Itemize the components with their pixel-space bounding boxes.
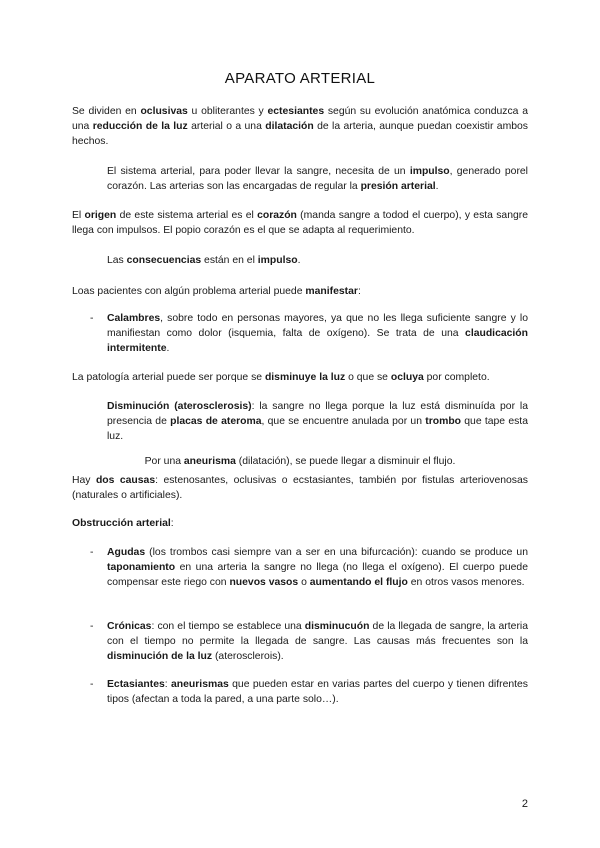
text: : [164,679,172,690]
paragraph-consecuencias [107,253,528,268]
bold-term: corazón [257,210,297,221]
paragraph-sistema [107,164,528,194]
bullet-ectasiantes [107,677,528,707]
text: El sistema arterial, para poder llevar la sangre, necesita de un [107,166,410,177]
bold-term: impulso [409,166,450,177]
bullet-agudas [107,545,528,590]
text: : [170,518,174,529]
text: Se dividen en [72,106,141,117]
bold-term: ectesiantes [267,106,325,117]
bold-term: dos causas [95,475,156,486]
text: . [435,181,439,192]
bold-term: Obstrucción arterial [72,518,171,529]
bold-term: Calambres [107,313,161,324]
paragraph-intro [72,104,528,149]
bold-term: disminuye la luz [264,372,346,383]
text: : [357,286,361,297]
bold-term: nuevos vasos [229,577,299,588]
text: en otros vasos menores. [407,577,525,588]
bold-term: oclusivas [140,106,188,117]
text: de este sistema arterial es el [116,210,258,221]
paragraph-disminucion [107,399,528,444]
text: . [166,343,170,354]
text: (dilatación), se puede llegar a disminuir el flujo. [235,456,456,468]
text: Por una [144,456,184,468]
paragraph-origen [72,208,528,238]
bold-term: manifestar [305,286,358,297]
text: por completo. [423,372,490,383]
bold-term: aneurismas [171,679,229,690]
text: (aterosclerois). [212,651,284,662]
bold-term: Agudas [107,547,146,558]
page-title: APARATO ARTERIAL [224,70,376,87]
bold-term: aneurisma [183,456,236,468]
text: : la sangre no llega porque la luz está disminuída por la presencia de [107,401,528,427]
bullet-dash: - [90,621,94,632]
bold-term: presión arterial [360,181,436,192]
text: : con el tiempo se establece una [151,621,305,632]
bold-term: reducción de la luz [92,121,188,132]
page-number: 2 [521,798,528,810]
text: que pueden estar en varias partes del cuerpo y tienen difrentes tipos (afectan a toda la pared, a una parte solo…). [107,679,528,705]
paragraph-patologia [72,370,528,385]
text: , generado porel corazón. Las arterias son las encargadas de regular la [107,166,528,192]
paragraph-causas [72,473,528,503]
text: Las [107,255,127,266]
bullet-calambres [107,311,528,356]
bold-term: disminucuón [304,621,370,632]
text: Loas pacientes con algún problema arterial puede [72,286,306,297]
text: , sobre todo en personas mayores, ya que no les llega suficiente sangre y lo manifiestan como dolor (isquemia, falta de oxígeno). Se trata de una [107,313,528,339]
text: que tape esta luz. [107,416,528,442]
paragraph-aneurisma [0,454,600,469]
bold-term: Crónicas [107,621,152,632]
text: : estenosantes, oclusivas o ecstasiantes, también por fistulas arteriovenosas (naturales o artificiales). [72,475,528,501]
bold-term: Ectasiantes [107,679,165,690]
bold-term: impulso [257,255,298,266]
section-heading-obstruccion [72,516,528,531]
text: en una arteria la sangre no llega (no llega el oxígeno). El cuerpo puede compensar este riego con [107,562,528,588]
text: de la arteria, aunque puedan coexistir ambos hechos. [72,121,528,147]
bold-term: Disminución (aterosclerosis) [107,401,252,412]
bold-term: origen [84,210,117,221]
text: Hay [72,475,96,486]
bullet-dash: - [90,547,94,558]
bold-term: consecuencias [126,255,202,266]
text: (los trombos casi siempre van a ser en una bifurcación): cuando se produce un [145,547,528,558]
text: u obliterantes y [187,106,268,117]
bold-term: dilatación [265,121,314,132]
bold-term: disminución de la luz [107,651,213,662]
text: , que se encuentre anulada por un [261,416,426,427]
bold-term: aumentando el flujo [309,577,408,588]
text: o [298,577,310,588]
text: La patología arterial puede ser porque se [72,372,265,383]
text: de la llegada de sangre, la arteria con el tiempo no permite la llegada de sangre. Las causas más frecuentes son la [107,621,528,647]
bold-term: placas de ateroma [170,416,262,427]
text: El [72,210,85,221]
bullet-dash: - [90,313,94,324]
bullet-cronicas [107,619,528,664]
bold-term: taponamiento [107,562,176,573]
bullet-dash: - [90,679,94,690]
paragraph-manifestar [72,284,528,299]
text: según su evolución anatómica conduzca a una [72,106,528,132]
text: . [297,255,301,266]
bold-term: claudicación intermitente [107,328,528,354]
text: están en el [201,255,258,266]
text: (manda sangre a todod el cuerpo), y esta sangre llega con impulsos. El popio corazón es el que se adapta al requerimiento. [72,210,528,236]
bold-term: trombo [425,416,462,427]
text: arterial o a una [187,121,266,132]
text: o que se [345,372,391,383]
bold-term: ocluya [390,372,424,383]
